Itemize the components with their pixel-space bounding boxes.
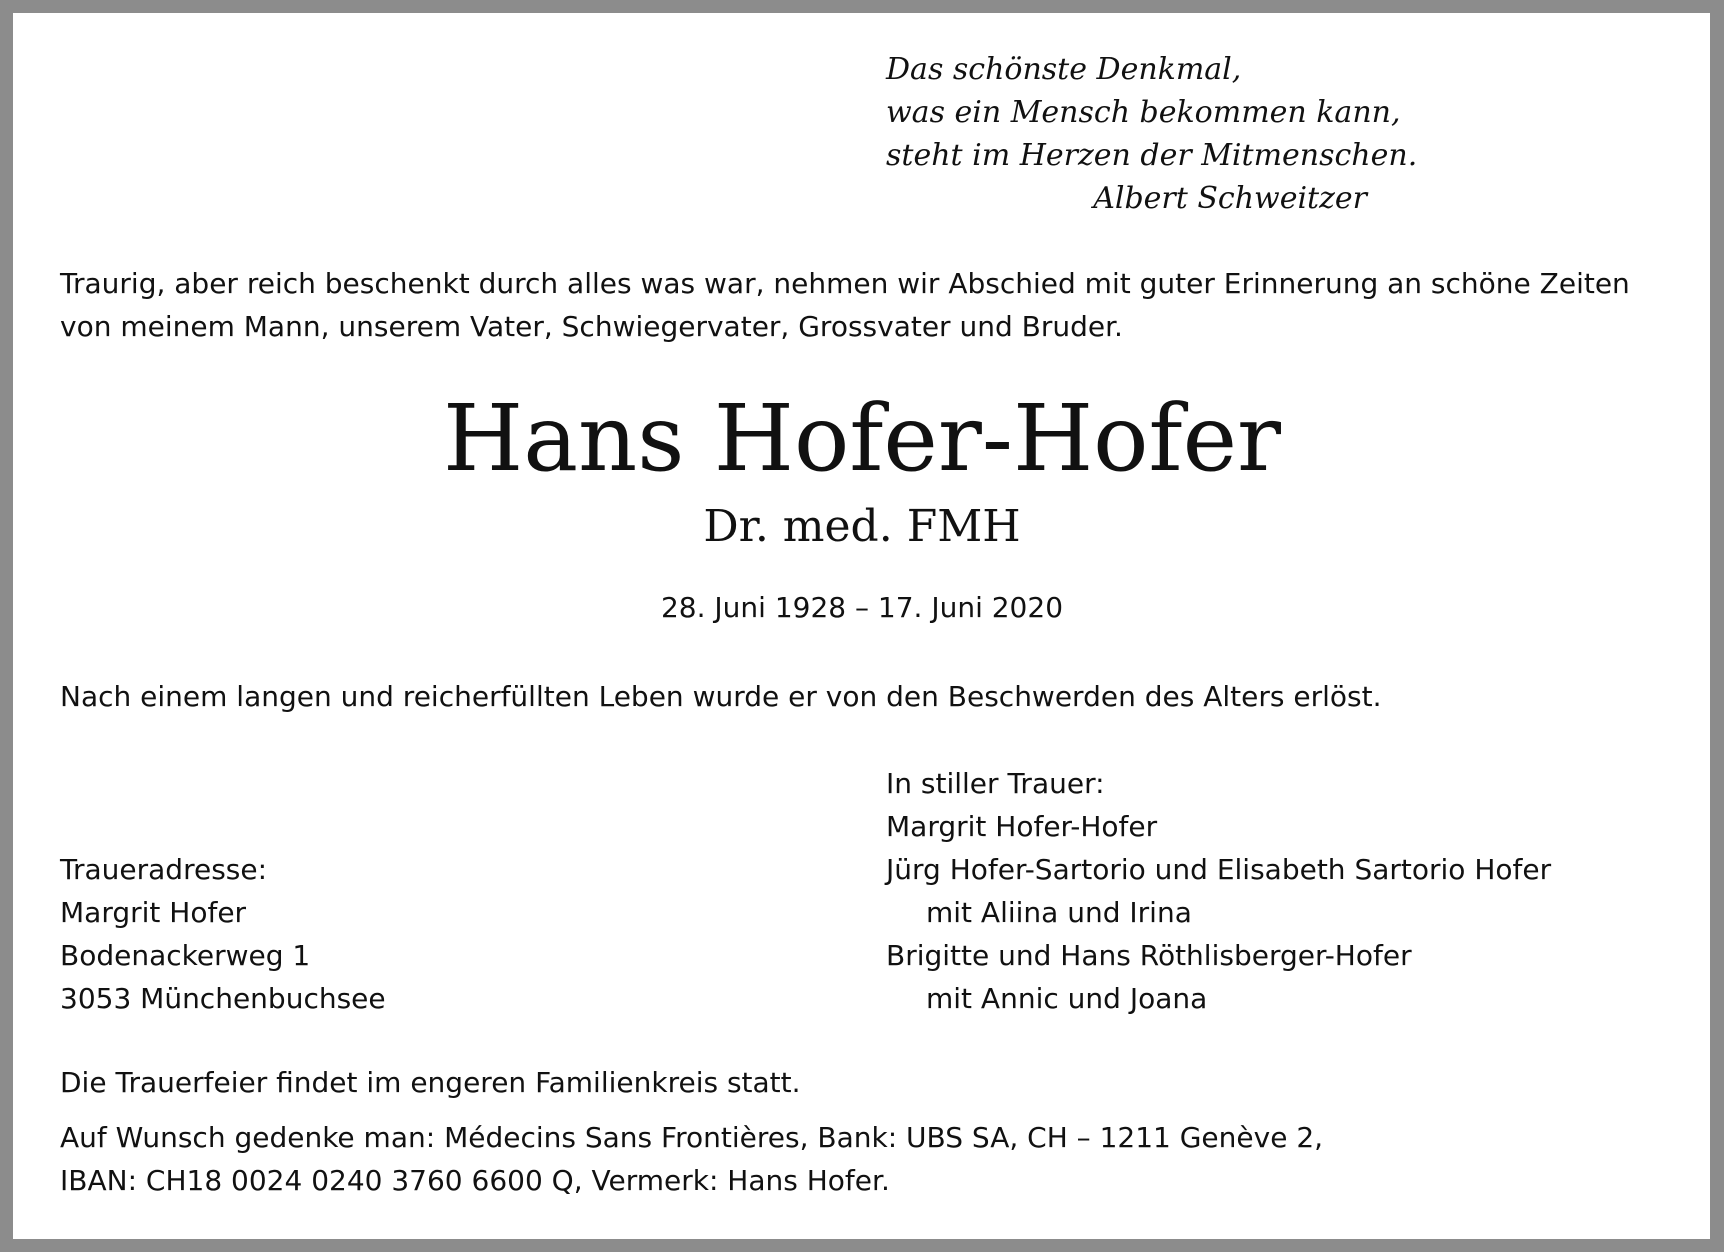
life-dates: 28. Juni 1928 – 17. Juni 2020 [660,591,1064,624]
quote-line: was ein Mensch bekommen kann, [886,95,1401,130]
quote-line: steht im Herzen der Mitmenschen. [886,138,1418,173]
mourner-entry: mit Annic und Joana [926,982,1208,1015]
address-heading: Traueradresse: [60,853,268,886]
intro-line: Traurig, aber reich beschenkt durch alles was war, nehmen wir Abschied mit guter Erinnerung an schöne Zeiten [60,267,1630,300]
intro-line: von meinem Mann, unserem Vater, Schwiegervater, Grossvater und Bruder. [60,310,1123,343]
address-name: Margrit Hofer [60,896,247,929]
deceased-name: Hans Hofer-Hofer [442,385,1282,492]
mourner-entry: mit Aliina und Irina [926,896,1192,929]
donation-text [60,1116,1323,1202]
donation-line: IBAN: CH18 0024 0240 3760 6600 Q, Vermerk: Hans Hofer. [60,1164,890,1197]
release-text: Nach einem langen und reicherfüllten Leben wurde er von den Beschwerden des Alters erlöst. [60,680,1382,713]
address-city: 3053 Münchenbuchsee [60,982,386,1015]
intro-text [60,262,1700,348]
donation-line: Auf Wunsch gedenke man: Médecins Sans Frontières, Bank: UBS SA, CH – 1211 Genève 2, [60,1121,1324,1154]
mourner-entry: Jürg Hofer-Sartorio und Elisabeth Sartorio Hofer [886,853,1552,886]
quote-author: Albert Schweitzer [1093,181,1367,216]
mourners-list [886,762,1551,1020]
address-street: Bodenackerweg 1 [60,939,311,972]
mourner-entry: Margrit Hofer-Hofer [886,810,1158,843]
quote-block [886,48,1417,220]
ceremony-text: Die Trauerfeier findet im engeren Familienkreis statt. [60,1066,801,1099]
deceased-title: Dr. med. FMH [703,501,1021,552]
mourner-entry: Brigitte und Hans Röthlisberger-Hofer [886,939,1412,972]
mourners-heading: In stiller Trauer: [886,767,1105,800]
mourning-address [60,848,386,1020]
quote-line: Das schönste Denkmal, [886,52,1242,87]
